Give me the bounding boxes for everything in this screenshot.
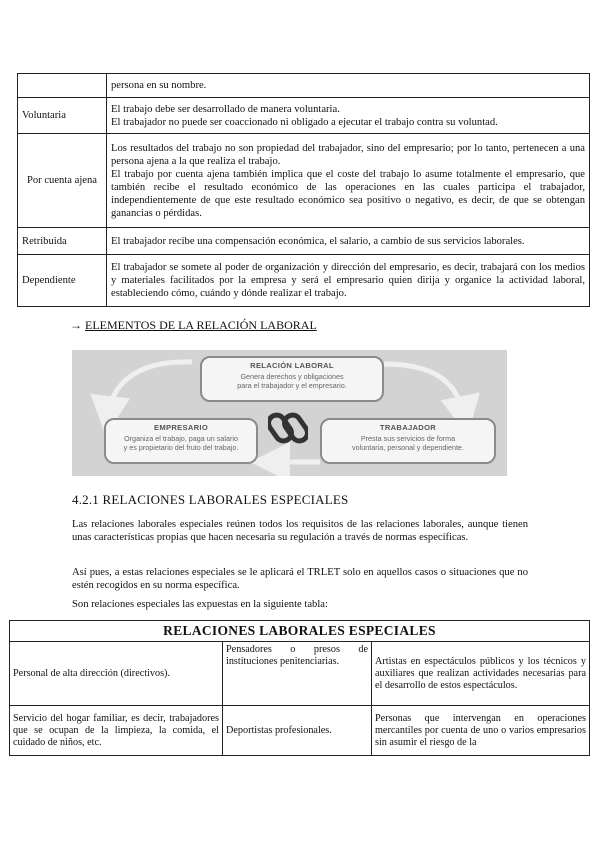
- special-relations-table: [9, 620, 590, 756]
- term-cell: Dependiente: [18, 255, 107, 307]
- labor-relation-diagram: [72, 350, 507, 476]
- arrow-icon: →: [70, 318, 82, 332]
- paragraph: Así pues, a estas relaciones especiales se le aplicará el TRLET solo en aquellos casos o situaciones que no estén recogidos en su norma específica.: [72, 567, 528, 591]
- table-row: [18, 228, 590, 255]
- table-row: [10, 706, 590, 756]
- table-row: [18, 74, 590, 98]
- definitions-table: [17, 73, 590, 307]
- term-cell: Voluntaria: [18, 98, 107, 134]
- desc-cell: persona en su nombre.: [107, 74, 590, 98]
- relacion-laboral-box: RELACIÓN LABORAL Genera derechos y obligaciones para el trabajador y el empresario.: [200, 356, 384, 402]
- empresario-box: EMPRESARIO Organiza el trabajo, paga un salario y es propietario del fruto del trabajo.: [104, 418, 258, 464]
- table-cell: Artistas en espectáculos públicos y los técnicos y auxiliares que realizan actividades necesarias para el desarrollo de estos espectáculos.: [372, 642, 590, 706]
- table-cell: Deportistas profesionales.: [223, 706, 372, 756]
- section-title: 4.2.1 RELACIONES LABORALES ESPECIALES: [72, 492, 349, 507]
- trabajador-box: TRABAJADOR Presta sus servicios de forma voluntaria, personal y dependiente.: [320, 418, 496, 464]
- table-cell: Personal de alta dirección (directivos).: [10, 642, 223, 706]
- table-header: RELACIONES LABORALES ESPECIALES: [10, 621, 590, 642]
- desc-cell: Los resultados del trabajo no son propiedad del trabajador, sino del empresario; por lo tanto, pertenecen a una persona ajena a la que realiza el trabajo. El trabajo por cuenta ajena también implica que el coste del trabajo lo asume totalmente el empresario, que también recibe el resultado económico de las operaciones en las cuales participa el trabajador, independientemente de que este resultado económico sea positivo o negativo, es decir, de que se obtengan ganancias o pérdidas.: [107, 134, 590, 228]
- table-header-row: [10, 621, 590, 642]
- table-row: [18, 98, 590, 134]
- table-cell: Pensadores o presos de instituciones penitenciarias.: [223, 642, 372, 706]
- table-row: [18, 134, 590, 228]
- desc-cell: El trabajador se somete al poder de organización y dirección del empresario, es decir, trabajará con los medios y materiales facilitados por la empresa y será el empresario quien dirija y organice la actividad laboral, estableciendo cómo, cuándo y dónde realizar el trabajo.: [107, 255, 590, 307]
- term-cell: [18, 74, 107, 98]
- paragraph: Son relaciones especiales las expuestas en la siguiente tabla:: [72, 599, 328, 610]
- elements-heading: [70, 318, 317, 333]
- table-row: [10, 642, 590, 706]
- chain-link-icon: [268, 408, 308, 448]
- table-cell: Servicio del hogar familiar, es decir, trabajadores que se ocupan de la limpieza, la comida, el cuidado de niños, etc.: [10, 706, 223, 756]
- desc-cell: El trabajo debe ser desarrollado de manera voluntaria. El trabajador no puede ser coaccionado ni obligado a ejecutar el trabajo contra su voluntad.: [107, 98, 590, 134]
- term-cell: Por cuenta ajena: [18, 134, 107, 228]
- desc-cell: El trabajador recibe una compensación económica, el salario, a cambio de sus servicios laborales.: [107, 228, 590, 255]
- table-row: [18, 255, 590, 307]
- paragraph: Las relaciones laborales especiales reúnen todos los requisitos de las relaciones laborales, aunque tienen unas características propias que hacen necesaria su regulación a través de normas específicas.: [72, 519, 528, 543]
- term-cell: Retribuida: [18, 228, 107, 255]
- elements-heading-text: ELEMENTOS DE LA RELACIÓN LABORAL: [85, 318, 317, 332]
- table-cell: Personas que intervengan en operaciones mercantiles por cuenta de uno o varios empresarios sin asumir el riesgo de la: [372, 706, 590, 756]
